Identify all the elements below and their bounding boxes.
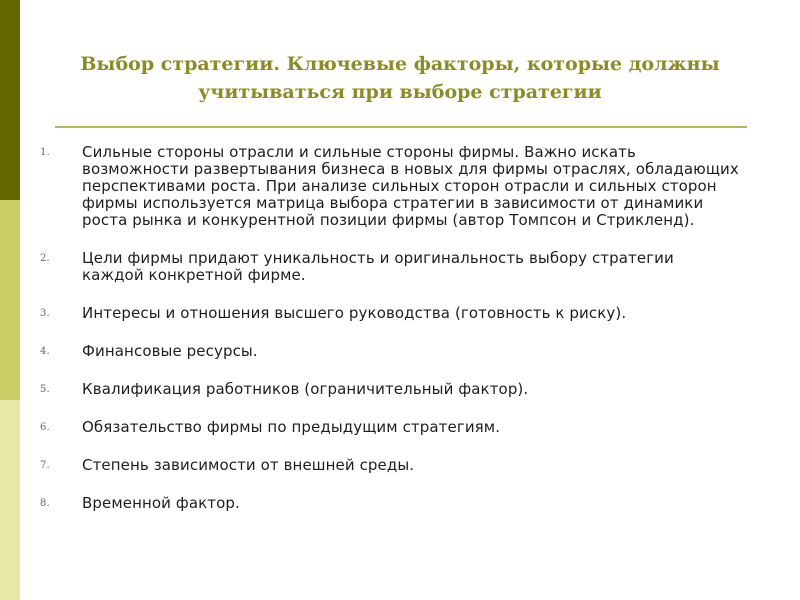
- list-item-number: 6.: [40, 422, 50, 433]
- list-item-number: 1.: [40, 147, 50, 158]
- list-item-text: Сильные стороны отрасли и сильные стороны фирмы. Важно искать возможности развертывания бизнеса в новых для фирмы отраслях, обладающих перспективами роста. При анализе сильных сторон отрасли и сильных сторон фирмы используется матрица выбора стратегии в зависимости от динамики роста рынка и конкурентной позиции фирмы (автор Томпсон и Стрикленд).: [82, 143, 739, 229]
- list-item: [40, 144, 740, 229]
- list-item: [40, 495, 740, 512]
- list-item: [40, 457, 740, 474]
- list-item-text: Финансовые ресурсы.: [82, 342, 258, 360]
- slide-title: [40, 50, 760, 106]
- accent-bar-mid-segment: [0, 200, 20, 400]
- list-item-number: 2.: [40, 253, 50, 264]
- list-item: [40, 381, 740, 398]
- slide-title-line-2: учитываться при выборе стратегии: [198, 81, 602, 103]
- list-item-text: Интересы и отношения высшего руководства (готовность к риску).: [82, 304, 627, 322]
- list-item-number: 7.: [40, 460, 50, 471]
- list-item-text: Цели фирмы придают уникальность и оригинальность выбору стратегии каждой конкретной фирме.: [82, 249, 674, 284]
- accent-bar-dark-segment: [0, 0, 20, 200]
- title-divider: [55, 126, 747, 128]
- list-item-text: Степень зависимости от внешней среды.: [82, 456, 415, 474]
- list-item: [40, 419, 740, 436]
- list-item: [40, 343, 740, 360]
- list-item-number: 3.: [40, 308, 50, 319]
- list-item-number: 8.: [40, 498, 50, 509]
- factors-list: [40, 144, 740, 533]
- list-item: [40, 305, 740, 322]
- list-item-text: Обязательство фирмы по предыдущим стратегиям.: [82, 418, 501, 436]
- left-accent-bar: [0, 0, 20, 600]
- slide-title-line-1: Выбор стратегии. Ключевые факторы, которые должны: [80, 53, 720, 75]
- list-item-text: Квалификация работников (ограничительный фактор).: [82, 380, 529, 398]
- list-item: [40, 250, 740, 284]
- list-item-number: 5.: [40, 384, 50, 395]
- list-item-text: Временной фактор.: [82, 494, 240, 512]
- accent-bar-light-segment: [0, 400, 20, 600]
- list-item-number: 4.: [40, 346, 50, 357]
